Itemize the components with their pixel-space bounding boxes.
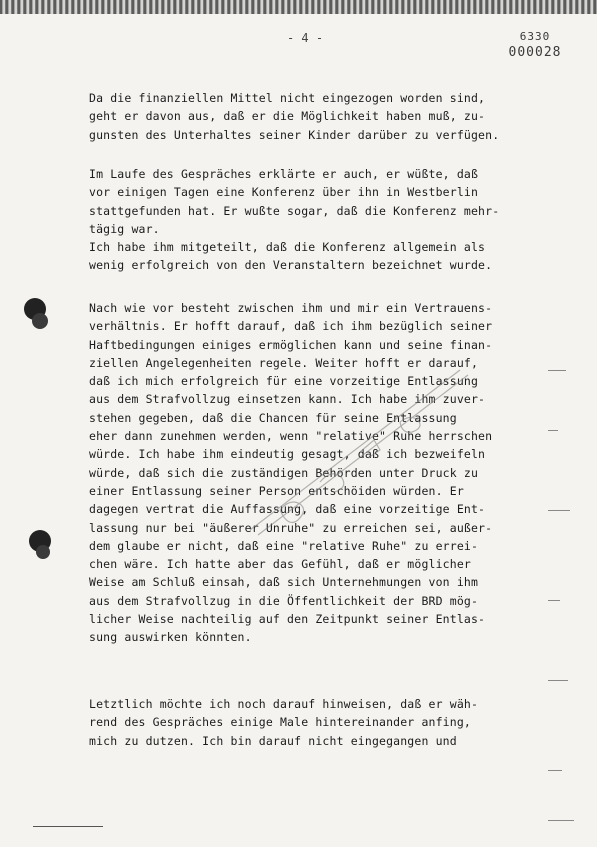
text-line: aus dem Strafvollzug in die Öffentlichkeit der BRD mög- xyxy=(89,593,479,608)
stamp-code: 6330 xyxy=(519,30,551,43)
text-line: Weise am Schluß einsah, daß sich Unternehmungen von ihm xyxy=(89,575,479,590)
text-line: Da die finanziellen Mittel nicht eingezogen worden sind, xyxy=(89,91,486,105)
text-line: wenig erfolgreich von den Veranstaltern bezeichnet wurde. xyxy=(89,258,493,273)
text-line: geht er davon aus, daß er die Möglichkeit haben muß, zu- xyxy=(89,109,486,124)
scan-edge-strip xyxy=(0,0,597,14)
text-line: verhältnis. Er hofft darauf, daß ich ihm bezüglich seiner xyxy=(89,319,493,334)
text-line: ziellen Angelegenheiten regele. Weiter hofft er darauf, xyxy=(89,355,479,370)
paragraph-1 xyxy=(89,89,529,144)
punch-hole-shadow xyxy=(36,545,50,559)
archive-stamp xyxy=(500,30,570,60)
text-line: dem glaube er nicht, daß eine "relative Ruhe" zu errei- xyxy=(89,538,479,553)
text-line: eher dann zunehmen werden, wenn "relative" Ruhe herrschen xyxy=(89,429,493,444)
text-line: Ich habe ihm mitgeteilt, daß die Konferenz allgemein als xyxy=(89,240,486,255)
stamp-number: 000028 xyxy=(508,45,562,60)
paragraph-3 xyxy=(89,299,529,647)
text-line: Letztlich möchte ich noch darauf hinweisen, daß er wäh- xyxy=(89,697,479,711)
text-line: licher Weise nachteilig auf den Zeitpunkt seiner Entlas- xyxy=(89,612,486,627)
margin-scan-marks xyxy=(548,370,588,830)
text-line: Haftbedingungen einiges ermöglichen kann und seine finan- xyxy=(89,337,493,352)
text-line: stattgefunden hat. Er wußte sogar, daß die Konferenz mehr- xyxy=(89,203,500,218)
paragraph-4 xyxy=(89,695,529,750)
text-line: gunsten des Unterhaltes seiner Kinder darüber zu verfügen. xyxy=(89,127,500,142)
punch-hole-shadow xyxy=(32,313,48,329)
text-line: chen wäre. Ich hatte aber das Gefühl, daß er möglicher xyxy=(89,557,471,572)
text-line: würde. Ich habe ihm eindeutig gesagt, daß ich bezweifeln xyxy=(89,447,486,462)
text-line: stehen gegeben, daß die Chancen für seine Entlassung xyxy=(89,410,457,425)
text-line: einer Entlassung seiner Person entschöiden würden. Er xyxy=(89,483,464,498)
text-line: dagegen vertrat die Auffassung, daß eine vorzeitige Ent- xyxy=(89,502,486,517)
text-line: Nach wie vor besteht zwischen ihm und mir ein Vertrauens- xyxy=(89,301,493,315)
text-line: tägig war. xyxy=(89,221,160,236)
text-line: sung auswirken könnten. xyxy=(89,630,252,645)
text-line: daß ich mich erfolgreich für eine vorzeitige Entlassung xyxy=(89,374,479,389)
page-number: - 4 - xyxy=(286,31,324,45)
text-line: lassung nur bei "äußerer Unruhe" zu erreichen sei, außer- xyxy=(89,520,493,535)
text-line: aus dem Strafvollzug einsetzen kann. Ich habe ihm zuver- xyxy=(89,392,486,407)
text-line: mich zu dutzen. Ich bin darauf nicht eingegangen und xyxy=(89,733,457,748)
text-line: Im Laufe des Gespräches erklärte er auch, er wüßte, daß xyxy=(89,167,479,181)
text-line: würde, daß sich die zuständigen Behörden unter Druck zu xyxy=(89,465,479,480)
bottom-rule xyxy=(33,826,103,827)
paragraph-2 xyxy=(89,165,529,275)
text-line: vor einigen Tagen eine Konferenz über ihn in Westberlin xyxy=(89,185,479,200)
text-line: rend des Gespräches einige Male hintereinander anfing, xyxy=(89,715,471,730)
